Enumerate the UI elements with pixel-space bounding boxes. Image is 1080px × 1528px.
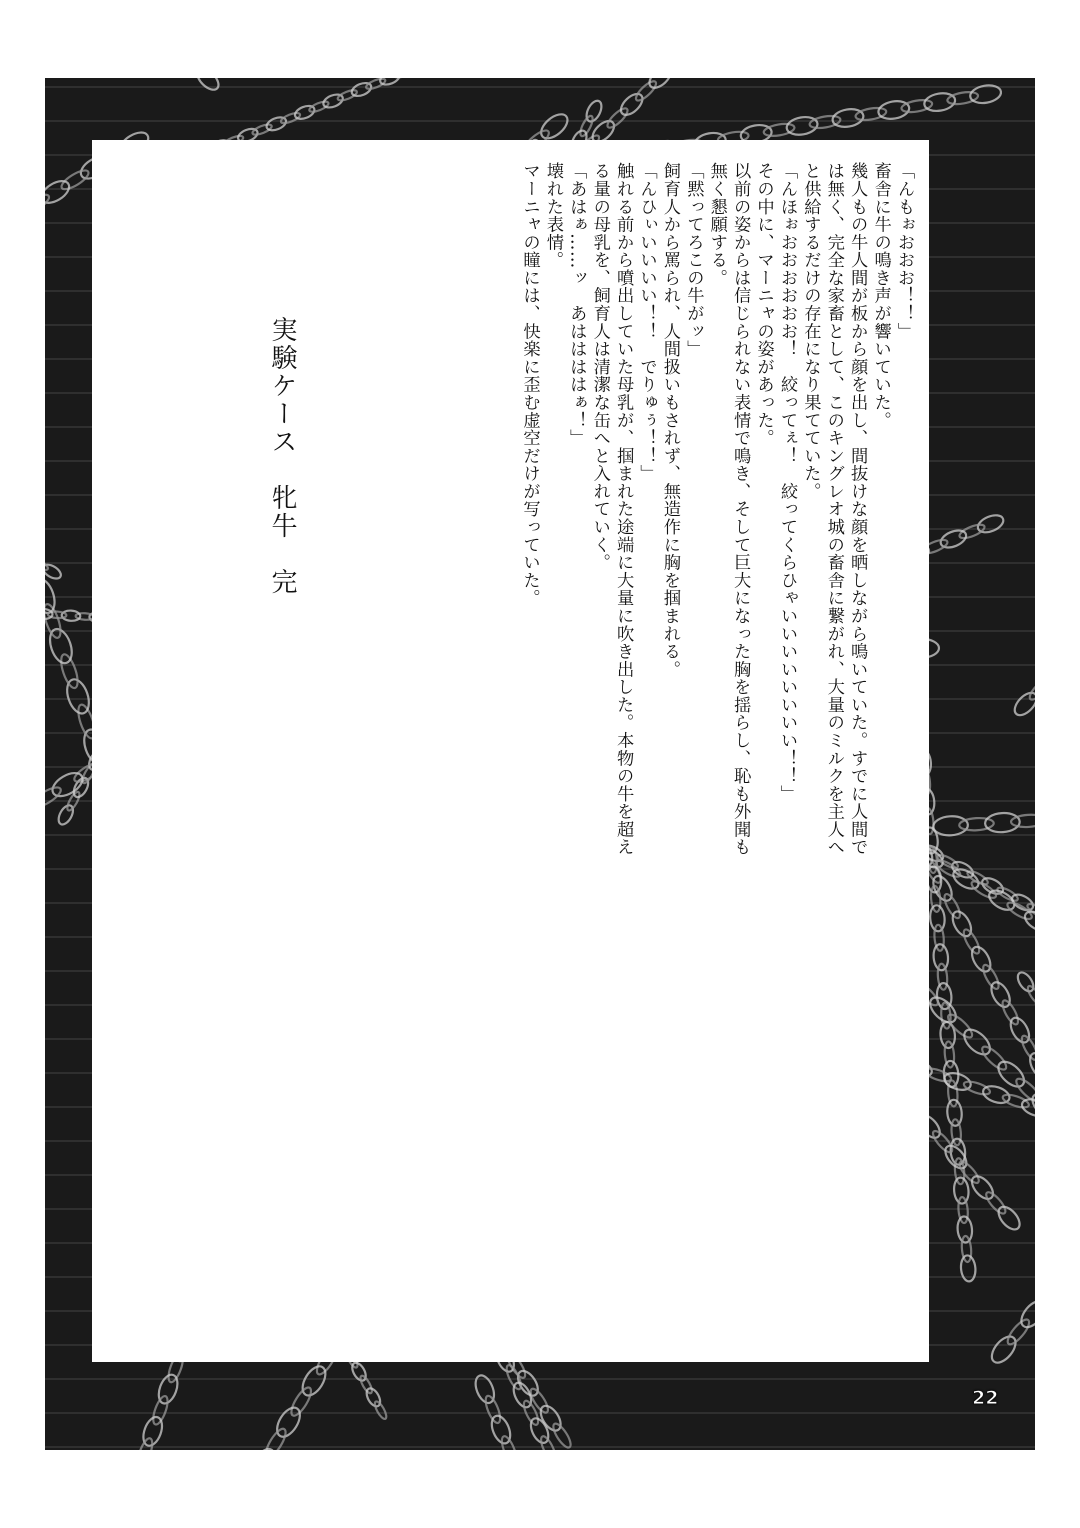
paragraph-10: 触れる前から噴出していた母乳が、掴まれた途端に大量に吹き出した。本物の牛を超える量の母乳を、飼育人は清潔な缶へと入れていく。 (589, 162, 634, 856)
paragraph-6: 以前の姿からは信じられない表情で鳴き、そして巨大になった胸を揺らし、恥も外聞も無く懇願する。 (706, 162, 751, 856)
paragraph-2: 畜舎に牛の鳴き声が響いていた。 (870, 162, 891, 429)
paragraph-5: その中に、マーニャの姿があった。 (753, 162, 774, 447)
paragraph-4: 「んほぉおおおおおお！ 絞ってぇ！ 絞ってくらひゃいいいいいいいい！！」 (776, 162, 797, 803)
paragraph-11: 「あはぁ……ッ あははははぁ！」 (566, 162, 587, 447)
story-end-title: 実験ケース 牝牛 完 (267, 316, 297, 596)
paragraph-13: マーニャの瞳には、快楽に歪む虚空だけが写っていた。 (519, 162, 540, 607)
paragraph-3: 幾人もの牛人間が板から顔を出し、間抜けな顔を晒しながら鳴いていた。すでに人間では無く、完全な家畜として、このキングレオ城の畜舎に繋がれ、大量のミルクを主人へと供給するだけの存在になり果てていた。 (800, 162, 868, 856)
paragraph-7: 「黙ってろこの牛がッ」 (683, 162, 704, 358)
page-number: 22 (972, 1387, 999, 1409)
text-panel (92, 140, 929, 1362)
paragraph-9: 「んひぃいいいい！！ でりゅぅ！！」 (636, 162, 657, 483)
story-text (517, 162, 915, 862)
paragraph-12: 壊れた表情。 (542, 162, 563, 269)
paragraph-1: 「んもぉおおお！！」 (894, 162, 914, 340)
paragraph-8: 飼育人から罵られ、人間扱いもされず、無造作に胸を掴まれる。 (659, 162, 680, 678)
